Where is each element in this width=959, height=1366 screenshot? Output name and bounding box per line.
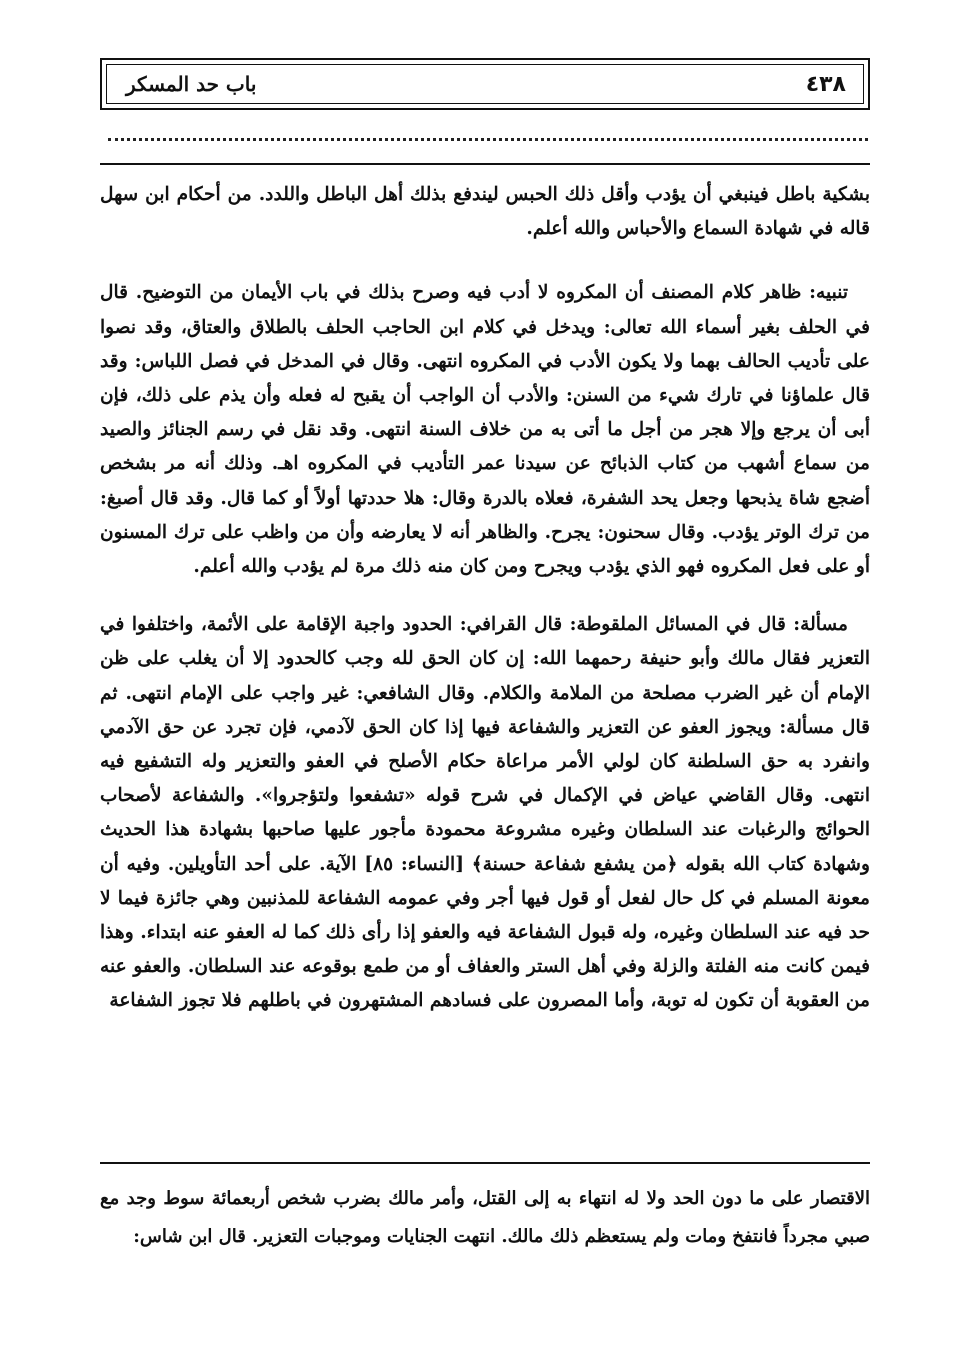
main-text [100,178,870,1043]
running-title: باب حد المسكر [126,72,257,96]
page-number: ٤٣٨ [805,72,846,97]
dotted-separator [108,118,868,141]
header-rule [100,163,870,165]
paragraph-continuation: بشكية باطل فينبغي أن يؤدب وأقل ذلك الحبس ليندفع بذلك أهل الباطل واللدد. من أحكام ابن سهل قاله في شهادة السماع والأحباس والله أعلم. [100,184,870,240]
footnote-rule [100,1162,870,1164]
page-header [100,58,870,110]
footnote: الاقتصار على ما دون الحد ولا له انتهاء به إلى القتل، وأمر مالك بضرب شخص أربعمائة سوط وجد مع صبي مجرداً فانتفخ ومات ولم يستعظم ذلك مالك. انتهت الجنايات وموجبات التعزير. قال ابن شاس: [100,1188,870,1247]
paragraph-tanbih: تنبيه: ظاهر كلام المصنف أن المكروه لا أدب فيه وصرح بذلك في باب الأيمان من التوضيح. قال في الحلف بغير أسماء الله تعالى: ويدخل في كلام ابن الحاجب الحلف بالطلاق والعتاق، وقد نصوا على تأديب الحالف بهما ولا يكون الأدب في المكروه انتهى. وقال في المدخل في فصل اللباس: وقد قال علماؤنا في تارك شيء من السنن: والأدب أن الواجب أن يقبح له فعله وأن يذم على ذلك، فإن أبى أن يرجع وإلا هجر من أجل ما أتى به من خلاف السنة انتهى. وقد نقل في رسم الجنائز والصيد من سماع أشهب من كتاب الذبائح عن سيدنا عمر التأديب في المكروه اهـ. وذلك أنه مر بشخص أضجع شاة يذبحها وجعل يحد الشفرة، فعلاه بالدرة وقال: هلا حددتها أولاً أو كما قال. وقد قال أصبغ: من ترك الوتر يؤدب. وقال سحنون: يجرح. والظاهر أنه لا يعارضه وأن من واظب على ترك المسنون أو على فعل المكروه فهو الذي يؤدب ويجرح ومن كان منه ذلك مرة لم يؤدب والله أعلم. [100,282,870,578]
paragraph-masala: مسألة: قال في المسائل الملقوطة: قال القرافي: الحدود واجبة الإقامة على الأئمة، واختلفوا في التعزير فقال مالك وأبو حنيفة رحمهما الله: إن كان الحق لله وجب كالحدود إلا أن يغلب على ظن الإمام أن غير الضرب مصلحة من الملامة والكلام. وقال الشافعي: غير واجب على الإمام انتهى. ثم قال مسألة: ويجوز العفو عن التعزير والشفاعة فيها إذا كان الحق لآدمي، فإن تجرد عن حق الآدمي وانفرد به حق السلطنة كان لولي الأمر مراعاة حكام الأصلح في العفو والتعزير وله التشفيع فيه انتهى. وقال القاضي عياض في الإكمال في شرح قوله «تشفعوا ولتؤجروا». والشفاعة لأصحاب الحوائج والرغبات عند السلطان وغيره مشروعة محمودة مأجور عليها صاحبها بشهادة هذا الحديث وشهادة كتاب الله بقوله ﴿من يشفع شفاعة حسنة﴾ [النساء: ٨٥] الآية. على أحد التأويلين. وفيه أن معونة المسلم في كل حال لفعل أو قول فيها أجر وفي عمومه الشفاعة للمذنبين وهي جائزة فيما لا حد فيه عند السلطان وغيره، وله قبول الشفاعة فيه والعفو إذا رأى ذلك كما له العفو عنه ابتداء. وهذا فيمن كانت منه الفلتة والزلة وفي أهل الستر والعفاف أو من طمع بوقوعه عند السلطان. والعفو عنه من العقوبة أن تكون له توبة، وأما المصرون على فسادهم المشتهرون في باطلهم فلا تجوز الشفاعة [100,614,870,1012]
